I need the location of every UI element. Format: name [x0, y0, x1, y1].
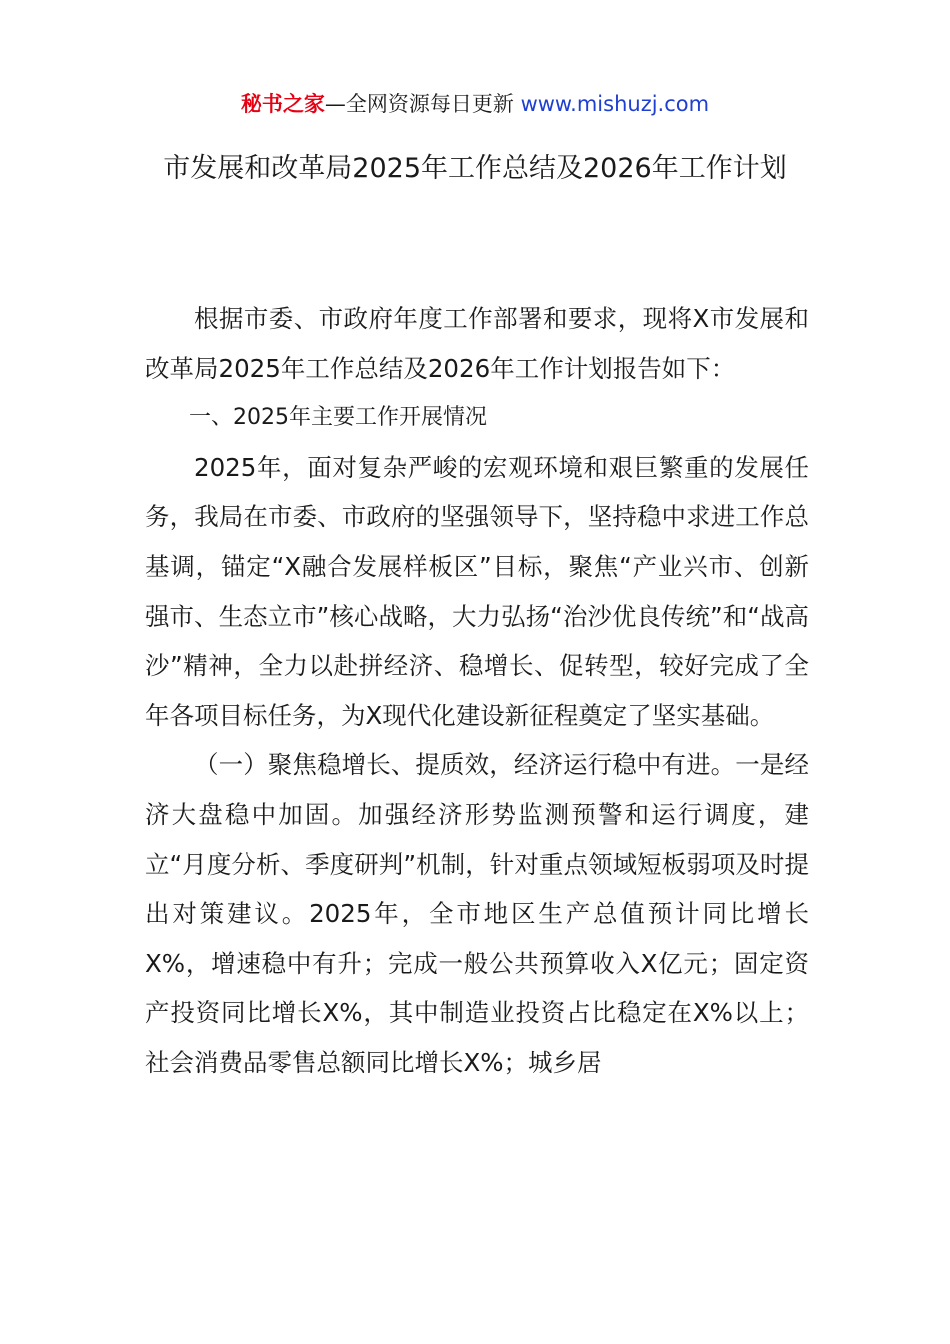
- document-body: [145, 294, 809, 1088]
- document-title: 市发展和改革局2025年工作总结及2026年工作计划: [163, 153, 787, 184]
- subsection-paragraph: （一）聚焦稳增长、提质效，经济运行稳中有进。一是经济大盘稳中加固。加强经济形势监测预警和运行调度，建立“月度分析、季度研判”机制，针对重点领域短板弱项及时提出对策建议。2025年，全市地区生产总值预计同比增长X%，增速稳中有升；完成一般公共预算收入X亿元；固定资产投资同比增长X%，其中制造业投资占比稳定在X%以上；社会消费品零售总额同比增长X%；城乡居: [145, 750, 809, 1077]
- intro-paragraph: 根据市委、市政府年度工作部署和要求，现将X市发展和改革局2025年工作总结及2026年工作计划报告如下：: [145, 304, 809, 383]
- watermark-header: [0, 86, 950, 122]
- header-tagline: —全网资源每日更新: [324, 92, 514, 116]
- site-url[interactable]: www.mishuzj.com: [520, 92, 710, 116]
- summary-paragraph: 2025年，面对复杂严峻的宏观环境和艰巨繁重的发展任务，我局在市委、市政府的坚强领导下，坚持稳中求进工作总基调，锚定“X融合发展样板区”目标，聚焦“产业兴市、创新强市、生态立市”核心战略，大力弘扬“治沙优良传统”和“战高沙”精神，全力以赴拼经济、稳增长、促转型，较好完成了全年各项目标任务，为X现代化建设新征程奠定了坚实基础。: [145, 452, 809, 730]
- section-heading: 一、2025年主要工作开展情况: [189, 405, 487, 431]
- brand-name: 秘书之家: [240, 92, 325, 116]
